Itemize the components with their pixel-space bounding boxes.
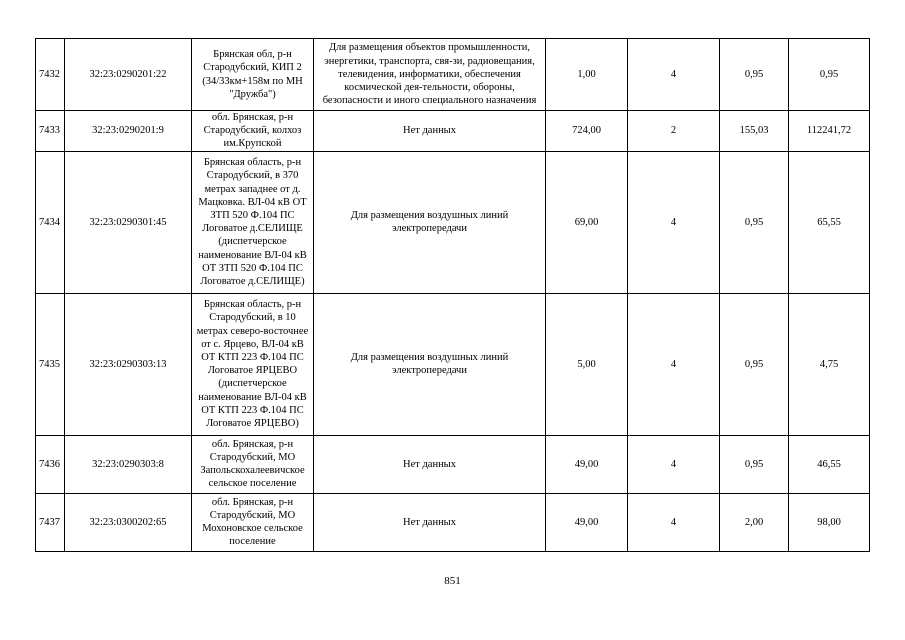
table-row xyxy=(36,151,870,293)
table-row xyxy=(36,39,870,111)
cell-address-line: поселение xyxy=(229,536,276,548)
cell-permitted-use-line: Для размещения воздушных линий xyxy=(350,351,509,363)
cell-permitted-use-line: энергетики, транспорта, свя-зи, радиовещания, xyxy=(324,55,535,67)
cell-address-line: Стародубский, МО xyxy=(209,509,296,521)
cell-count: 4 xyxy=(628,435,720,493)
cell-cadastral-number: 32:23:0290303:8 xyxy=(65,435,192,493)
cell-sum: 46,55 xyxy=(789,435,870,493)
cell-number: 7435 xyxy=(36,293,65,435)
cell-address xyxy=(192,435,314,493)
cell-rate: 0,95 xyxy=(720,39,789,111)
cell-address-line: Запольскохалеевичское xyxy=(200,465,305,477)
cell-address-line: (34/33км+158м по МН xyxy=(202,75,303,87)
cell-area: 5,00 xyxy=(546,293,628,435)
cell-address-line: Стародубский, КИП 2 xyxy=(203,62,302,74)
cell-address-line: Брянская область, р-н xyxy=(203,157,302,169)
cell-address xyxy=(192,293,314,435)
cell-cadastral-number: 32:23:0290201:22 xyxy=(65,39,192,111)
cell-cadastral-number: 32:23:0300202:65 xyxy=(65,493,192,551)
cell-count: 4 xyxy=(628,39,720,111)
cell-address-line: Мацковка. ВЛ-04 кВ ОТ xyxy=(198,196,307,208)
cell-number: 7433 xyxy=(36,111,65,152)
cell-address-line: Стародубский, в 10 xyxy=(209,312,296,324)
cell-permitted-use-line: телевидения, информатики, обеспечения xyxy=(338,68,521,80)
cell-rate: 155,03 xyxy=(720,111,789,152)
table-row xyxy=(36,493,870,551)
cell-number: 7432 xyxy=(36,39,65,111)
cell-rate: 0,95 xyxy=(720,435,789,493)
cell-address-line: (диспетчерское xyxy=(218,236,287,248)
cell-permitted-use-line: электропередачи xyxy=(392,365,467,377)
cell-address-line: от с. Ярцево, ВЛ-04 кВ xyxy=(201,338,304,350)
cell-area: 49,00 xyxy=(546,493,628,551)
cell-area: 1,00 xyxy=(546,39,628,111)
cell-permitted-use-line: Нет данных xyxy=(402,458,456,470)
cell-permitted-use xyxy=(314,39,546,111)
cell-address-line: Стародубский, колхоз xyxy=(203,125,302,137)
cell-number: 7436 xyxy=(36,435,65,493)
cell-address-line: метрах западнее от д. xyxy=(204,183,301,195)
cell-address-line: Брянская обл, р-н xyxy=(213,49,292,61)
cell-permitted-use-line: космической дея-тельности, обороны, xyxy=(344,82,515,94)
cell-address-line: обл. Брянская, р-н xyxy=(211,496,294,508)
cell-permitted-use-line: безопасности и иного специального назначения xyxy=(322,95,537,107)
cell-address-line: наименование ВЛ-04 кВ xyxy=(198,391,307,403)
cell-permitted-use xyxy=(314,493,546,551)
cell-permitted-use xyxy=(314,435,546,493)
cell-permitted-use xyxy=(314,293,546,435)
cell-address-line: Логоватое ЯРЦЕВО xyxy=(207,365,298,377)
cell-sum: 0,95 xyxy=(789,39,870,111)
cell-area: 69,00 xyxy=(546,151,628,293)
table-row xyxy=(36,293,870,435)
cell-address-line: (диспетчерское xyxy=(218,378,287,390)
cell-address-line: Мохоновское сельское xyxy=(202,523,303,535)
cell-address-line: обл. Брянская, р-н xyxy=(211,438,294,450)
cell-address-line: ЗТП 520 Ф.104 ПС xyxy=(210,209,295,221)
cell-permitted-use-line: Для размещения воздушных линий xyxy=(350,209,509,221)
cell-address-line: Логоватое ЯРЦЕВО) xyxy=(206,417,299,429)
cell-address xyxy=(192,151,314,293)
cell-address-line: обл. Брянская, р-н xyxy=(211,112,294,123)
cell-permitted-use xyxy=(314,111,546,152)
cell-permitted-use-line: Для размещения объектов промышленности, xyxy=(328,42,531,54)
cell-number: 7434 xyxy=(36,151,65,293)
cell-address-line: Логоватое д.СЕЛИЩЕ) xyxy=(200,275,305,287)
cell-permitted-use-line: электропередачи xyxy=(392,223,467,235)
cell-count: 4 xyxy=(628,151,720,293)
cell-address-line: Стародубский, МО xyxy=(209,451,296,463)
cell-rate: 0,95 xyxy=(720,293,789,435)
cell-address-line: им.Крупской xyxy=(223,138,282,150)
cell-cadastral-number: 32:23:0290301:45 xyxy=(65,151,192,293)
table-row xyxy=(36,435,870,493)
cell-sum: 98,00 xyxy=(789,493,870,551)
cell-count: 4 xyxy=(628,493,720,551)
cell-number: 7437 xyxy=(36,493,65,551)
cell-cadastral-number: 32:23:0290303:13 xyxy=(65,293,192,435)
cell-permitted-use-line: Нет данных xyxy=(402,125,456,137)
cell-address-line: метрах северо-восточнее xyxy=(196,325,309,337)
table-row xyxy=(36,111,870,152)
cell-address-line: Брянская область, р-н xyxy=(203,299,302,311)
cell-address-line: "Дружба") xyxy=(229,88,276,100)
cell-count: 2 xyxy=(628,111,720,152)
cell-area: 724,00 xyxy=(546,111,628,152)
cell-address-line: Логоватое д.СЕЛИЩЕ xyxy=(202,223,303,235)
cell-address xyxy=(192,39,314,111)
land-plots-table xyxy=(35,38,870,552)
cell-count: 4 xyxy=(628,293,720,435)
cell-address-line: ОТ КТП 223 Ф.104 ПС xyxy=(201,351,304,363)
cell-rate: 0,95 xyxy=(720,151,789,293)
cell-address-line: ОТ КТП 223 Ф.104 ПС xyxy=(201,404,304,416)
cell-area: 49,00 xyxy=(546,435,628,493)
cell-sum: 112241,72 xyxy=(789,111,870,152)
cell-address-line: ОТ ЗТП 520 Ф.104 ПС xyxy=(202,262,303,274)
cell-address xyxy=(192,111,314,152)
cell-address xyxy=(192,493,314,551)
cell-permitted-use xyxy=(314,151,546,293)
table-body xyxy=(36,39,870,552)
cell-sum: 4,75 xyxy=(789,293,870,435)
cell-sum: 65,55 xyxy=(789,151,870,293)
cell-address-line: наименование ВЛ-04 кВ xyxy=(198,249,307,261)
cell-address-line: сельское поселение xyxy=(208,478,297,490)
cell-cadastral-number: 32:23:0290201:9 xyxy=(65,111,192,152)
cell-permitted-use-line: Нет данных xyxy=(402,516,456,528)
cell-address-line: Стародубский, в 370 xyxy=(206,170,299,182)
page-number: 851 xyxy=(444,575,461,587)
cell-rate: 2,00 xyxy=(720,493,789,551)
